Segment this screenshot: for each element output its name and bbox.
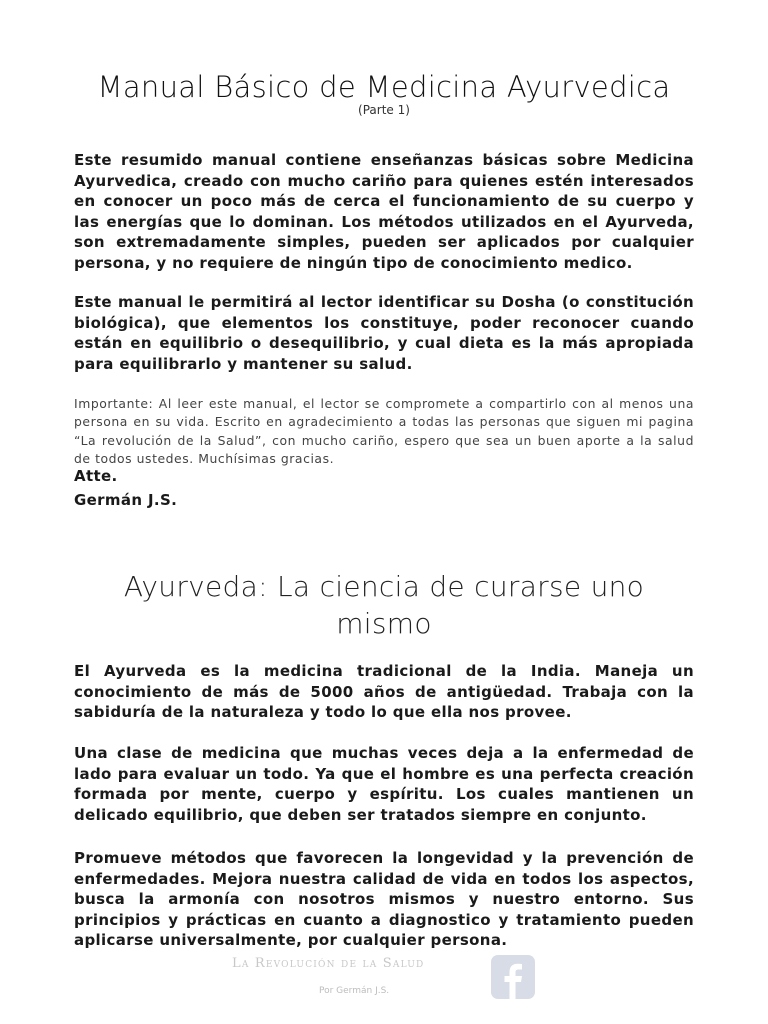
footer-author: Por Germán J.S.: [319, 986, 390, 996]
important-note: Importante: Al leer este manual, el lector se compromete a compartirlo con al menos una persona en su vida. Escrito en agradecimiento a todas las personas que siguen mi pagina “La revolución de la Salud”, con mucho cariño, espero que sea un buen aporte a la salud de todos ustedes. Muchísimas gracias.: [74, 396, 694, 467]
footer-brand: La Revolución de la Salud: [232, 956, 425, 971]
author-signature: Germán J.S.: [74, 491, 178, 509]
sign-off: Atte.: [74, 467, 118, 485]
document-subtitle: (Parte 1): [358, 103, 410, 117]
document-title: Manual Básico de Medicina Ayurvedica: [97, 70, 671, 104]
intro-paragraph-2: Este manual le permitirá al lector identificar su Dosha (o constitución biológica), que elementos los constituye, poder reconocer cuando están en equilibrio o desequilibrio, y cual dieta es la más apropiada para equilibrarlo y mantener su salud.: [74, 293, 694, 373]
section-paragraph-1: El Ayurveda es la medicina tradicional de la India. Maneja un conocimiento de más de 5000 años de antigüedad. Trabaja con la sabiduría de la naturaleza y todo lo que ella nos provee.: [74, 662, 694, 722]
section-paragraph-2: Una clase de medicina que muchas veces deja a la enfermedad de lado para evaluar un todo. Ya que el hombre es una perfecta creación formada por mente, cuerpo y espíritu. Los cuales mantienen un delicado equilibrio, que deben ser tratados siempre en conjunto.: [74, 744, 694, 824]
section-heading: Ayurveda: La ciencia de curarse uno mismo: [123, 570, 645, 640]
intro-paragraph-1: Este resumido manual contiene enseñanzas básicas sobre Medicina Ayurvedica, creado con mucho cariño para quienes estén interesados en conocer un poco más de cerca el funcionamiento de su cuerpo y las energías que lo dominan. Los métodos utilizados en el Ayurveda, son extremadamente simples, pueden ser aplicados por cualquier persona, y no requiere de ningún tipo de conocimiento medico.: [74, 151, 694, 272]
section-paragraph-3: Promueve métodos que favorecen la longevidad y la prevención de enfermedades. Mejora nuestra calidad de vida en todos los aspectos, busca la armonía con nosotros mismos y nuestro entorno. Sus principios y prácticas en cuanto a diagnostico y tratamiento pueden aplicarse universalmente, por cualquier persona.: [74, 849, 694, 950]
facebook-icon[interactable]: [491, 955, 535, 999]
